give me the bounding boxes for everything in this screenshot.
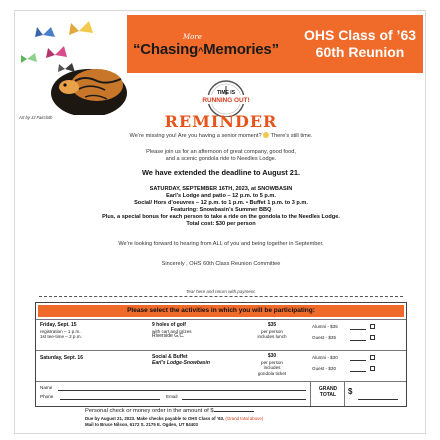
total-separator <box>310 381 311 406</box>
event-date-line: SATURDAY, SEPTEMBER 16TH, 2023, at SNOWBASIN <box>149 186 293 192</box>
grand-total-note: (Grand total above) <box>225 416 264 421</box>
tear-here-label: Tear here and return with payment. <box>186 289 256 294</box>
check-amount-line <box>85 409 254 415</box>
name-label: Name <box>40 385 53 390</box>
butterfly-tiger-artwork <box>19 15 127 115</box>
registration-form <box>35 302 407 407</box>
reunion-title <box>301 27 419 61</box>
form-heading: Please select the activities in which you will be participating: <box>38 305 404 317</box>
social-price-cell <box>252 354 292 376</box>
friday-tee-time: 1st tee-time – 2 p.m. <box>40 334 82 340</box>
golf-price-sub1: per person <box>261 328 283 334</box>
insert-caret: ^ <box>198 46 204 56</box>
form-row-contact <box>36 381 406 382</box>
class-of-63: OHS Class of ’63 <box>303 27 417 43</box>
clock-bottom-text: RUNNING OUT! <box>202 97 250 104</box>
social-activity-cell <box>152 355 210 366</box>
golf-alumni-option: Alumni - $35 <box>312 324 338 329</box>
total-cost-line: Total cost: $30 per person <box>186 221 256 227</box>
sincerely-line: Sincerely , OHS 60th Class Reunion Committee <box>161 261 281 267</box>
deadline-line: We have extended the deadline to August 21. <box>141 168 301 177</box>
join-line-1: Please join us for an afternoon of great company, good food, <box>146 149 296 155</box>
missing-you-line <box>15 132 427 140</box>
friday-day: Friday, Sept. 15 <box>40 322 77 328</box>
friday-registration: registration – 1 p.m. <box>40 328 81 334</box>
golf-activity-sub: with cart and prizes <box>152 328 192 334</box>
golf-activity: 9 holes of golf <box>152 322 186 328</box>
saturday-day: Saturday, Sept. 16 <box>40 355 83 361</box>
golf-price-cell <box>252 323 292 340</box>
mail-to-line: Mail to Bruce Nilson, 6172 S. 2175 E. Ogden, UT 84403 <box>85 422 198 427</box>
social-alumni-qty-line[interactable] <box>350 360 366 361</box>
social-guest-checkbox[interactable] <box>370 366 375 371</box>
lodge-line: Earl’s Lodge and patio – 12 p.m. to 5 p.m. <box>166 193 276 199</box>
golf-guest-qty-line[interactable] <box>350 340 366 341</box>
grand-total-word-1: GRAND <box>318 386 338 392</box>
grand-total-word-2: TOTAL <box>319 391 337 398</box>
saturday-day-cell <box>40 356 83 362</box>
total-separator-2 <box>344 381 345 406</box>
reminder-flyer <box>14 10 426 434</box>
gondola-bonus-line: Plus, a special bonus for each person to take a ride on the gondola to the Needles Lodge. <box>102 214 340 220</box>
social-price-sub1: per person <box>261 359 283 365</box>
social-place: Earl’s Lodge-Snowbasin <box>152 359 210 366</box>
golf-guest-option: Guest - $35 <box>312 335 337 340</box>
due-text: Due by August 21, 2023. Make checks payable to OHS Class of ’63. <box>85 416 225 421</box>
social-guest-option: Guest - $30 <box>312 366 337 371</box>
tear-line <box>39 296 403 297</box>
golf-activity-cell <box>152 323 192 340</box>
check-amount-text: Personal check or money order in the amount of $ <box>85 408 214 414</box>
smiley-icon <box>263 132 269 138</box>
grand-total-dollar: $ <box>348 387 353 396</box>
grand-total-field[interactable] <box>358 399 398 400</box>
join-line-2: and a scenic gondola ride to Needles Lodge. <box>165 156 277 162</box>
golf-alumni-checkbox[interactable] <box>370 324 375 329</box>
form-row-saturday <box>36 350 406 351</box>
friday-day-cell <box>40 323 82 340</box>
golf-price-sub2: includes lunch <box>257 334 287 340</box>
art-caption: Art by JJ Faircloth <box>19 115 53 120</box>
banner-more-text: More <box>183 33 202 41</box>
social-buffet-line: Social/ Hors d’oeuvres – 12 p.m. to 1 p.m. • Buffet 1 p.m. to 3 p.m. <box>134 200 308 206</box>
social-alumni-checkbox[interactable] <box>370 355 375 360</box>
looking-forward-line: We’re looking forward to hearing from ALL of you and being together in September. <box>118 241 324 247</box>
social-activity: Social & Buffet <box>152 354 188 360</box>
sixtieth-reunion: 60th Reunion <box>315 44 405 60</box>
social-price-sub2: includes <box>263 365 281 371</box>
email-field[interactable] <box>182 399 306 400</box>
banner-title <box>133 41 279 58</box>
email-label: Email <box>166 394 178 399</box>
reminder-heading: REMINDER <box>164 112 278 131</box>
form-row-friday <box>36 319 406 320</box>
missing-you-text: We’re missing you! Are you having a senior moment? <box>129 133 262 139</box>
name-field[interactable] <box>58 390 306 391</box>
due-line <box>85 416 263 422</box>
clock-top-text: TIME IS <box>216 90 236 96</box>
phone-field[interactable] <box>60 399 160 400</box>
golf-guest-checkbox[interactable] <box>370 335 375 340</box>
check-amount-blank[interactable] <box>214 411 254 412</box>
artwork-illustration <box>19 15 127 115</box>
featuring-line: Featuring: Snowbasin’s Summer BBQ <box>170 207 272 213</box>
grand-total-label <box>314 387 342 398</box>
clock-icon <box>195 77 257 117</box>
banner-chasing: “Chasing <box>133 41 199 58</box>
social-price-sub3: gondola ticket <box>257 370 287 376</box>
golf-price: $35 <box>267 322 277 328</box>
social-guest-qty-line[interactable] <box>350 371 366 372</box>
social-alumni-option: Alumni - $30 <box>312 355 338 360</box>
golf-place: Riverside G.C. <box>152 333 185 340</box>
golf-alumni-qty-line[interactable] <box>350 329 366 330</box>
time-running-out-clock <box>195 77 257 117</box>
banner-memories: Memories” <box>203 41 279 58</box>
still-time-text: There’s still time. <box>270 133 313 139</box>
social-price: $30 <box>267 353 277 359</box>
phone-label: Phone <box>40 394 54 399</box>
